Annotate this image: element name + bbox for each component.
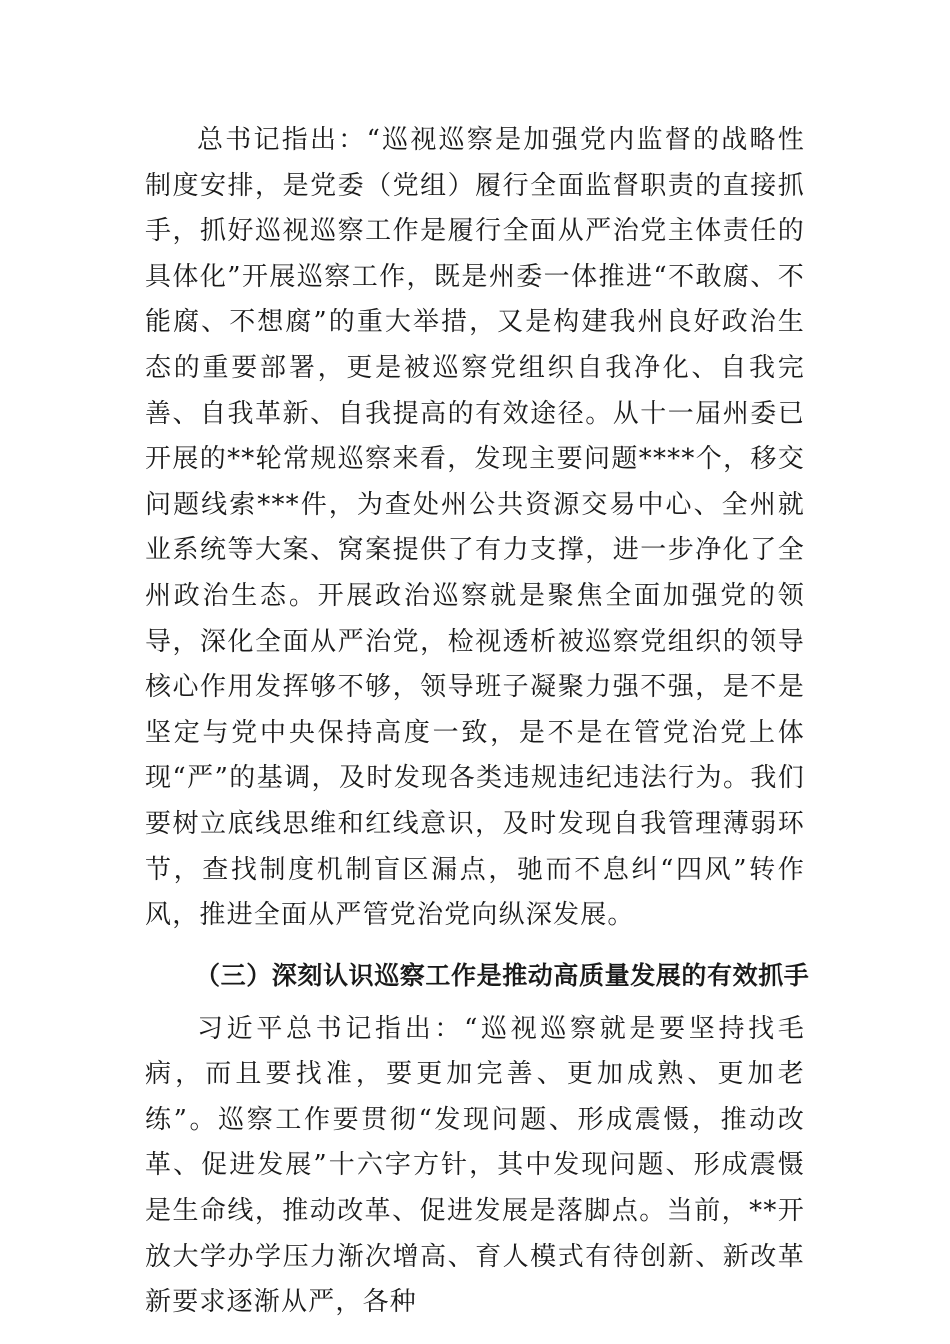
document-body xyxy=(145,118,810,1326)
section-heading: （三）深刻认识巡察工作是推动高质量发展的有效抓手 xyxy=(195,960,810,990)
body-paragraph-1: 总书记指出：“巡视巡察是加强党内监督的战略性制度安排，是党委（党组）履行全面监督职责的直接抓手，抓好巡视巡察工作是履行全面从严治党主体责任的具体化”开展巡察工作，既是州委一体推进“不敢腐、不能腐、不想腐”的重大举措，又是构建我州良好政治生态的重要部署，更是被巡察党组织自我净化、自我完善、自我革新、自我提高的有效途径。从十一届州委已开展的**轮常规巡察来看，发现主要问题****个，移交问题线索***件，为查处州公共资源交易中心、全州就业系统等大案、窝案提供了有力支撑，进一步净化了全州政治生态。开展政治巡察就是聚焦全面加强党的领导，深化全面从严治党，检视透析被巡察党组织的领导核心作用发挥够不够，领导班子凝聚力强不强，是不是坚定与党中央保持高度一致，是不是在管党治党上体现“严”的基调，及时发现各类违规违纪违法行为。我们要树立底线思维和红线意识，及时发现自我管理薄弱环节，查找制度机制盲区漏点，驰而不息纠“四风”转作风，推进全面从严管党治党向纵深发展。 xyxy=(145,125,805,931)
body-paragraph-2: 习近平总书记指出：“巡视巡察就是要坚持找毛病，而且要找准，要更加完善、更加成熟、更加老练”。巡察工作要贯彻“发现问题、形成震慑，推动改革、促进发展”十六字方针，其中发现问题、形成震慑是生命线，推动改革、促进发展是落脚点。当前，**开放大学办学压力渐次增高、育人模式有待创新、新改革新要求逐渐从严，各种 xyxy=(145,1013,805,1318)
